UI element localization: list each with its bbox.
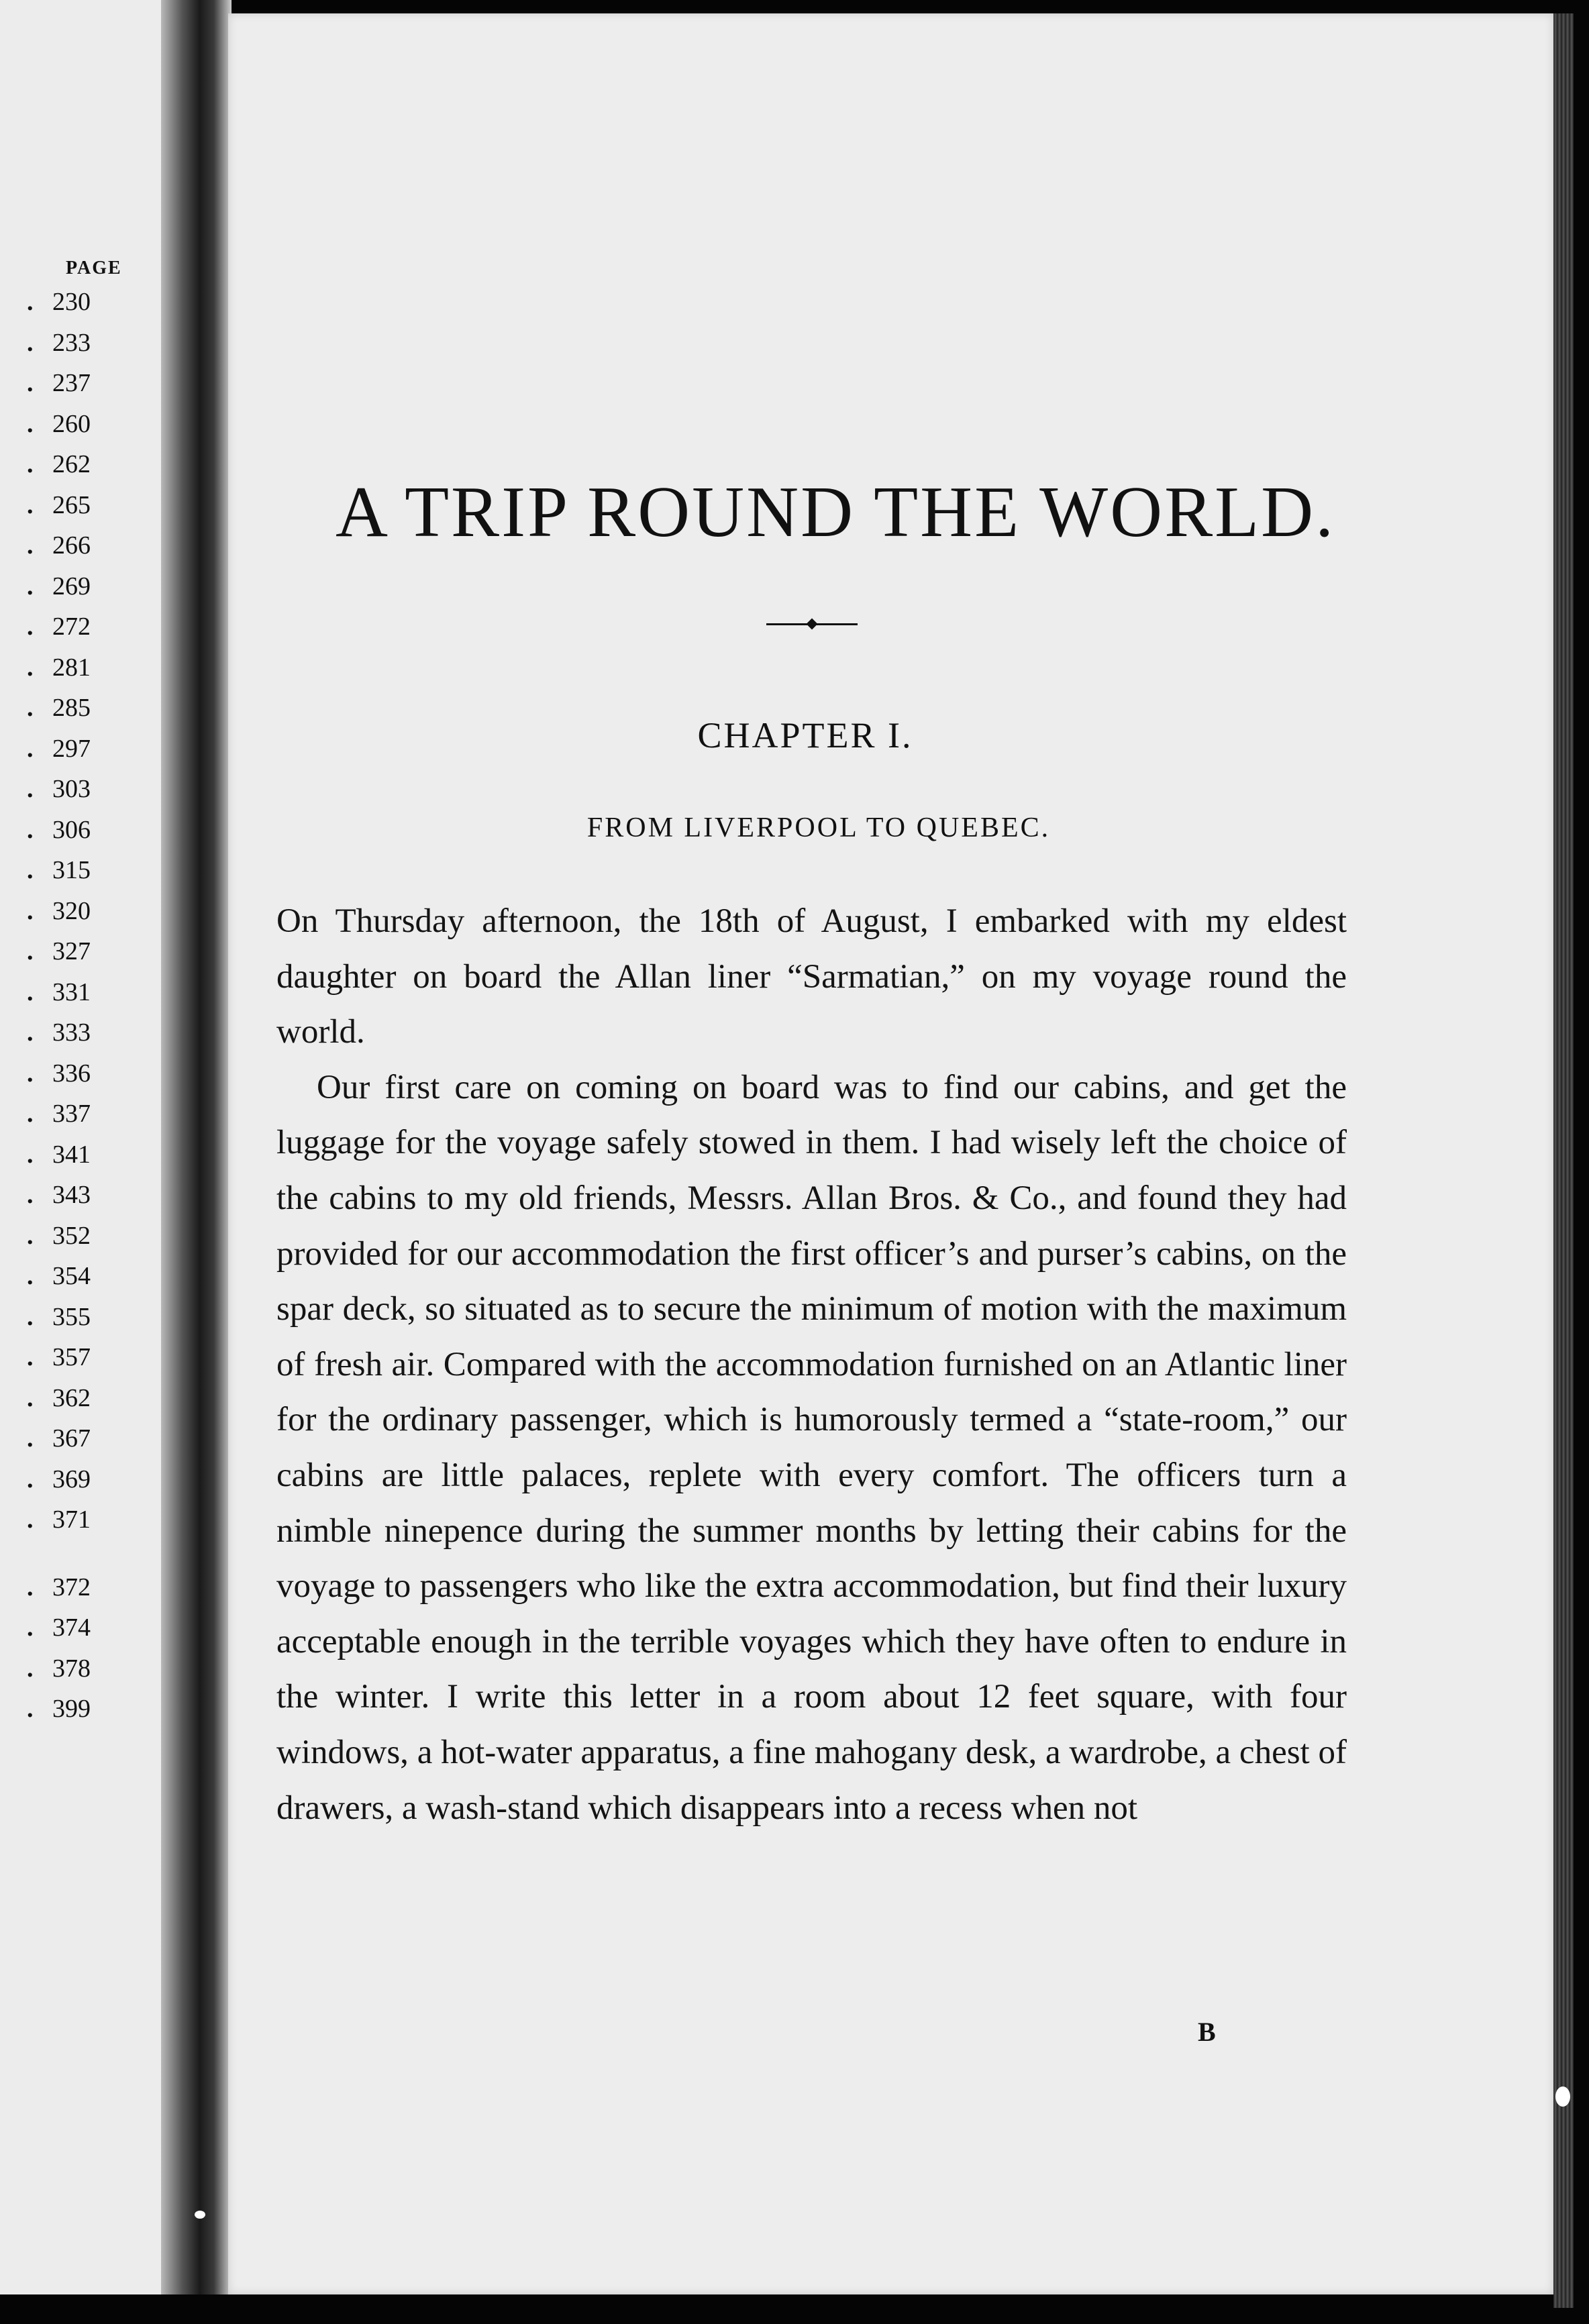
leader-dot: . bbox=[27, 1383, 34, 1412]
leader-dot: . bbox=[27, 613, 34, 641]
ornament-line-right bbox=[816, 623, 858, 625]
page-number-entry bbox=[27, 282, 161, 323]
page-number-entry bbox=[27, 525, 161, 566]
page-number: 315 bbox=[52, 856, 91, 885]
page-number: 230 bbox=[52, 288, 91, 317]
leader-dot: . bbox=[27, 288, 34, 317]
page-number-entry bbox=[27, 1053, 161, 1094]
leader-dot: . bbox=[27, 856, 34, 885]
page-number-entry bbox=[27, 404, 161, 445]
page-number: 333 bbox=[52, 1018, 91, 1047]
leader-dot: . bbox=[27, 978, 34, 1006]
page-number: 266 bbox=[52, 531, 91, 560]
page-number-entry bbox=[27, 1012, 161, 1053]
scan-speck bbox=[195, 2211, 205, 2219]
leader-dot: . bbox=[27, 1614, 34, 1642]
page-number-entry bbox=[27, 485, 161, 526]
leader-dot: . bbox=[27, 1262, 34, 1291]
leader-dot: . bbox=[27, 1302, 34, 1331]
page-number: 336 bbox=[52, 1059, 91, 1088]
page-number-entry bbox=[27, 1567, 161, 1608]
leader-dot: . bbox=[27, 1465, 34, 1493]
page-number: 362 bbox=[52, 1383, 91, 1412]
leader-dot: . bbox=[27, 328, 34, 357]
leader-dot: . bbox=[27, 450, 34, 479]
page-number-entry bbox=[27, 1256, 161, 1297]
page-number: 272 bbox=[52, 613, 91, 641]
page-number-entry bbox=[27, 606, 161, 647]
page-number: 343 bbox=[52, 1181, 91, 1210]
leader-dot: . bbox=[27, 1424, 34, 1453]
page-number-entry bbox=[27, 647, 161, 688]
paragraph-2: Our first care on coming on board was to find our cabins, and get the luggage for the voyage safely stowed in them. I had wisely left the choice of the cabins to my old friends, Messrs. Allan Bros. & Co., and found they had provided for our accommodation the first officer’s and purser’s cabins, on the spar deck, so situated as to secure the minimum of motion with the maximum of fresh air. Compared with the accommodation furnished on an Atlantic liner for the ordinary passenger, which is humorously termed a “state-room,” our cabins are little palaces, replete with every comfort. The officers turn a nimble ninepence during the summer months by letting their cabins for the voyage to passengers who like the extra accommodation, but find their luxury acceptable enough in the terrible voyages which they have often to endure in the winter. I write this letter in a room about 12 feet square, with four windows, a hot-water apparatus, a fine mahogany desk, a wardrobe, a chest of drawers, a wash-stand which disappears into a recess when not bbox=[276, 1068, 1347, 1827]
leader-dot: . bbox=[27, 1018, 34, 1047]
page-number: 269 bbox=[52, 572, 91, 600]
page-number: 265 bbox=[52, 490, 91, 519]
leader-dot: . bbox=[27, 369, 34, 398]
page-number-entry bbox=[27, 1689, 161, 1730]
book-title: A TRIP ROUND THE WORLD. bbox=[336, 472, 1336, 552]
page-number-entry bbox=[27, 1459, 161, 1500]
page-number: 337 bbox=[52, 1100, 91, 1128]
page-number: 233 bbox=[52, 328, 91, 357]
page-number-entry bbox=[27, 323, 161, 364]
page-number: 371 bbox=[52, 1506, 91, 1534]
page-number: 262 bbox=[52, 450, 91, 479]
page-number: 372 bbox=[52, 1573, 91, 1601]
signature-mark: B bbox=[1198, 2017, 1216, 2047]
page-number: 281 bbox=[52, 653, 91, 682]
page-number-entry bbox=[27, 1499, 161, 1540]
title-ornament bbox=[758, 617, 866, 631]
scan-speck bbox=[1555, 2087, 1570, 2107]
page-number: 355 bbox=[52, 1302, 91, 1331]
leader-dot: . bbox=[27, 734, 34, 763]
leader-dot: . bbox=[27, 1506, 34, 1534]
page-number-entry bbox=[27, 1216, 161, 1257]
page-number-entry bbox=[27, 891, 161, 932]
page-number: 357 bbox=[52, 1343, 91, 1372]
page-number-entry bbox=[27, 1607, 161, 1648]
leader-dot: . bbox=[27, 1181, 34, 1210]
leader-dot: . bbox=[27, 409, 34, 438]
page-number: 285 bbox=[52, 694, 91, 723]
page-number: 303 bbox=[52, 775, 91, 804]
page-number-entry bbox=[27, 1648, 161, 1689]
page-edges bbox=[1553, 13, 1574, 2308]
page-number-entry bbox=[27, 1418, 161, 1459]
page-number-entry bbox=[27, 850, 161, 891]
page-number: 369 bbox=[52, 1465, 91, 1493]
page-number-entry bbox=[27, 931, 161, 972]
page-number: 297 bbox=[52, 734, 91, 763]
page-number: 327 bbox=[52, 937, 91, 966]
body-text bbox=[276, 894, 1347, 1836]
leader-dot: . bbox=[27, 937, 34, 966]
leader-dot: . bbox=[27, 1573, 34, 1601]
ornament-line-left bbox=[766, 623, 808, 625]
page-number-entry bbox=[27, 1134, 161, 1175]
leader-dot: . bbox=[27, 490, 34, 519]
chapter-heading: CHAPTER I. bbox=[697, 715, 913, 755]
page-column-header: PAGE bbox=[66, 258, 122, 278]
leader-dot: . bbox=[27, 694, 34, 723]
page-number-entry bbox=[27, 769, 161, 810]
book-gutter bbox=[161, 0, 232, 2294]
page-number-entry bbox=[27, 1297, 161, 1338]
leader-dot: . bbox=[27, 1654, 34, 1683]
leader-dot: . bbox=[27, 1100, 34, 1128]
page-number: 374 bbox=[52, 1614, 91, 1642]
leader-dot: . bbox=[27, 1695, 34, 1724]
leader-dot: . bbox=[27, 1343, 34, 1372]
ornament-diamond bbox=[807, 619, 818, 630]
leader-dot: . bbox=[27, 1221, 34, 1250]
page-number: 320 bbox=[52, 896, 91, 925]
page-number: 352 bbox=[52, 1221, 91, 1250]
page-number-entry bbox=[27, 972, 161, 1013]
page-number-entry bbox=[27, 1337, 161, 1378]
page-number: 399 bbox=[52, 1695, 91, 1724]
leader-dot: . bbox=[27, 531, 34, 560]
page-number-entry bbox=[27, 444, 161, 485]
page-number-entry bbox=[27, 1378, 161, 1419]
page-number-entry bbox=[27, 566, 161, 607]
page-number: 237 bbox=[52, 369, 91, 398]
chapter-subtitle: FROM LIVERPOOL TO QUEBEC. bbox=[586, 812, 1051, 843]
page-number: 354 bbox=[52, 1262, 91, 1291]
leader-dot: . bbox=[27, 896, 34, 925]
page-number: 341 bbox=[52, 1140, 91, 1169]
page-number: 260 bbox=[52, 409, 91, 438]
page-number: 378 bbox=[52, 1654, 91, 1683]
page-number: 367 bbox=[52, 1424, 91, 1453]
leader-dot: . bbox=[27, 653, 34, 682]
page-number-list bbox=[27, 282, 161, 1730]
page-number-entry bbox=[27, 1175, 161, 1216]
page-number-entry bbox=[27, 1094, 161, 1134]
left-facing-page bbox=[0, 0, 183, 2294]
leader-dot: . bbox=[27, 1059, 34, 1088]
leader-dot: . bbox=[27, 815, 34, 844]
leader-dot: . bbox=[27, 1140, 34, 1169]
page-number-entry bbox=[27, 363, 161, 404]
page-number: 331 bbox=[52, 978, 91, 1006]
paragraph-1: On Thursday afternoon, the 18th of August, I embarked with my eldest daughter on board the Allan liner “Sarmatian,” on my voyage round the world. bbox=[276, 902, 1347, 1051]
leader-dot: . bbox=[27, 572, 34, 600]
leader-dot: . bbox=[27, 775, 34, 804]
page-number: 306 bbox=[52, 815, 91, 844]
